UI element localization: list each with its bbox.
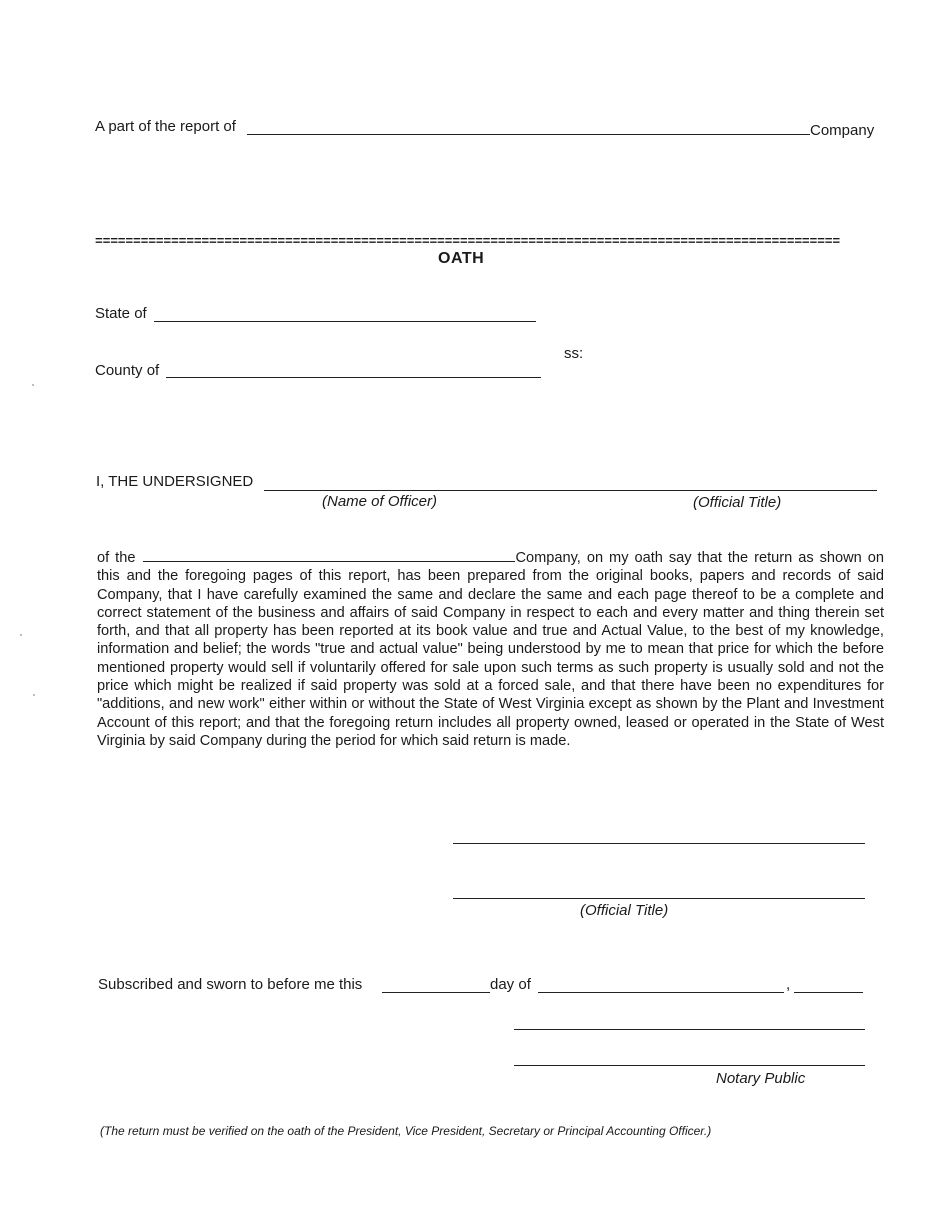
scan-speck xyxy=(20,634,22,636)
notary-name-line[interactable] xyxy=(514,1065,865,1066)
company-of-field[interactable] xyxy=(143,549,515,562)
county-label: County of xyxy=(95,362,160,379)
county-field[interactable] xyxy=(166,377,541,378)
notary-signature-line[interactable] xyxy=(514,1029,865,1030)
notary-public-caption: Notary Public xyxy=(716,1070,806,1087)
scan-speck xyxy=(33,694,35,696)
signature-title-caption: (Official Title) xyxy=(580,902,669,919)
undersigned-label: I, THE UNDERSIGNED xyxy=(96,473,254,490)
officer-title-line[interactable] xyxy=(453,898,865,899)
name-of-officer-caption: (Name of Officer) xyxy=(322,493,438,510)
jurat-day-of-label: day of xyxy=(490,976,531,993)
company-name-field[interactable] xyxy=(247,134,810,135)
oath-title: OATH xyxy=(438,250,485,267)
report-prefix-label: A part of the report of xyxy=(95,118,236,135)
official-title-caption: (Official Title) xyxy=(693,494,782,511)
statement-lead: of the xyxy=(97,550,136,566)
scan-speck xyxy=(32,384,34,386)
jurat-year-field[interactable] xyxy=(794,992,863,993)
officer-name-field[interactable] xyxy=(264,490,877,491)
verification-footnote: (The return must be verified on the oath of the President, Vice President, Secretary or Principal Accounting Officer.) xyxy=(100,1124,712,1138)
jurat-prefix-label: Subscribed and sworn to before me this xyxy=(98,976,363,993)
ss-label: ss: xyxy=(564,345,584,362)
statement-body: Company, on my oath say that the return as shown on this and the foregoing pages of this report, has been prepared from the original books, papers and records of said Company, that I have carefully examined the same and declare the same and each page thereof to be a complete and correct statement of the business and affairs of said Company in respect to each and every matter and thing therein set forth, and that all property has been reported at its book value and true and Actual Value, to the best of my knowledge, information and belief; the words "true and actual value" being understood by me to mean that price for which the before mentioned property would sell if voluntarily offered for sale upon such terms as such property is usually sold and not the price which might be realized if said property was sold at a forced sale, and that there have been no expenditures for "additions, and new work" either within or without the State of West Virginia except as shown by the Plant and Investment Account of this report; and that the foregoing return includes all property owned, leased or operated in the State of West Virginia by said Company during the period for which said return is made. xyxy=(97,550,885,749)
officer-signature-line[interactable] xyxy=(453,843,865,844)
company-suffix-label: Company xyxy=(810,122,875,139)
jurat-comma: , xyxy=(786,976,791,993)
jurat-day-field[interactable] xyxy=(382,992,490,993)
state-label: State of xyxy=(95,305,147,322)
state-field[interactable] xyxy=(154,321,536,322)
jurat-month-field[interactable] xyxy=(538,992,784,993)
separator-rule: ================================================================================================== xyxy=(95,234,840,249)
oath-statement xyxy=(97,549,884,750)
